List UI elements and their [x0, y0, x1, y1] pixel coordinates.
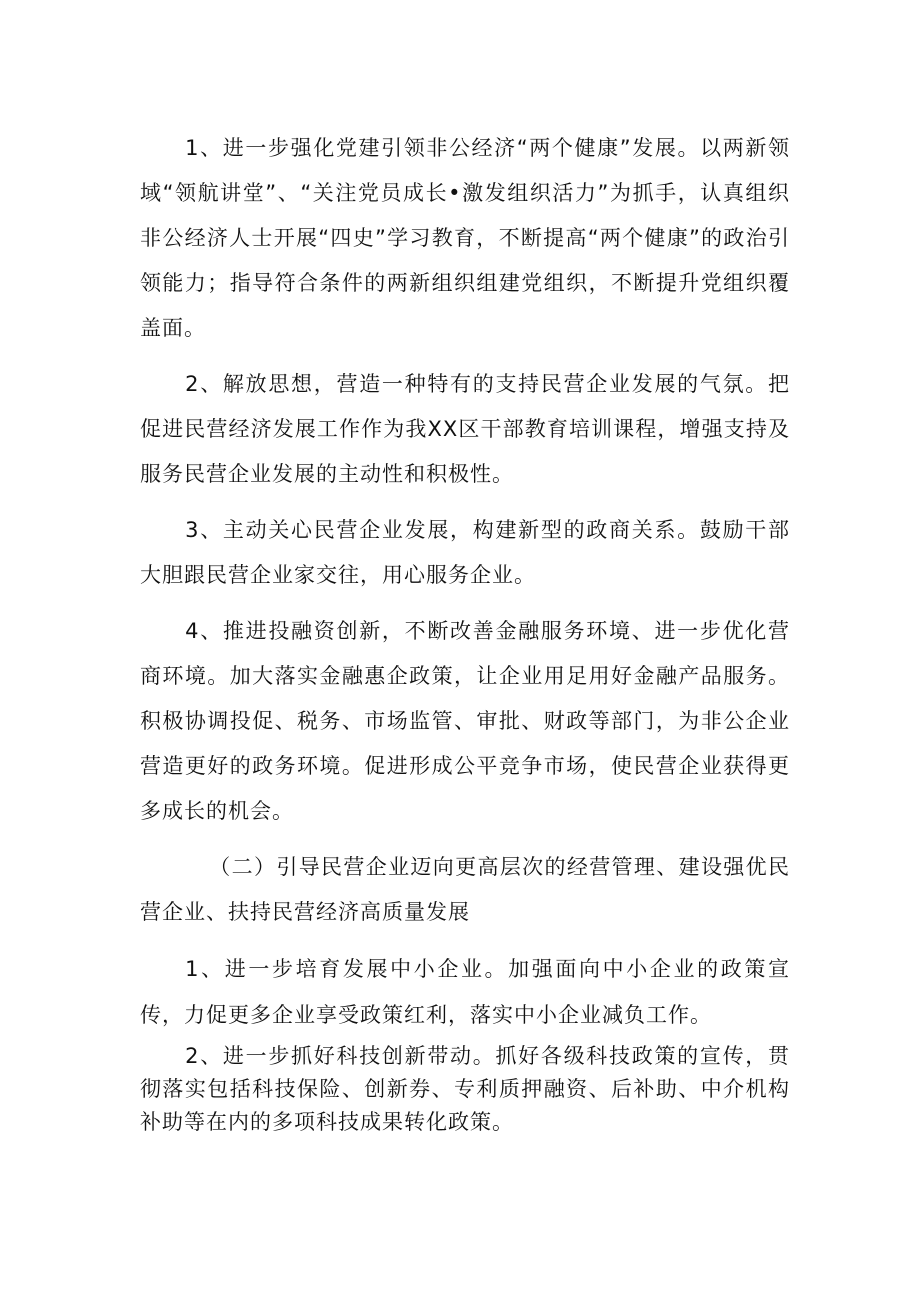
paragraph-government-business-relations: 3、主动关心民营企业发展，构建新型的政商关系。鼓励干部大胆跟民营企业家交往，用心服务企业。 — [140, 518, 790, 587]
paragraph-tech-innovation: 2、进一步抓好科技创新带动。抓好各级科技政策的宣传，贯彻落实包括科技保险、创新券、专利质押融资、后补助、中介机构补助等在内的多项科技成果转化政策。 — [140, 1044, 790, 1134]
section-heading-two: （二）引导民营企业迈向更高层次的经营管理、建设强优民营企业、扶持民营经济高质量发展 — [140, 855, 790, 924]
paragraph-financing-innovation: 4、推进投融资创新，不断改善金融服务环境、进一步优化营商环境。加大落实金融惠企政策，让企业用足用好金融产品服务。积极协调投促、税务、市场监管、审批、财政等部门，为非公企业营造更好的政务环境。促进形成公平竞争市场，使民营企业获得更多成长的机会。 — [140, 619, 790, 823]
paragraph-party-building: 1、进一步强化党建引领非公经济“两个健康”发展。以两新领域“领航讲堂”、“关注党员成长•激发组织活力”为抓手，认真组织非公经济人士开展“四史”学习教育，不断提高“两个健康”的政治引领能力；指导符合条件的两新组织组建党组织，不断提升党组织覆盖面。 — [140, 136, 790, 340]
paragraph-emancipate-thinking: 2、解放思想，营造一种特有的支持民营企业发展的气氛。把促进民营经济发展工作作为我XX区干部教育培训课程，增强支持及服务民营企业发展的主动性和积极性。 — [140, 372, 790, 486]
document-body — [140, 126, 790, 1150]
paragraph-sme-development: 1、进一步培育发展中小企业。加强面向中小企业的政策宣传，力促更多企业享受政策红利，落实中小企业减负工作。 — [140, 957, 790, 1027]
